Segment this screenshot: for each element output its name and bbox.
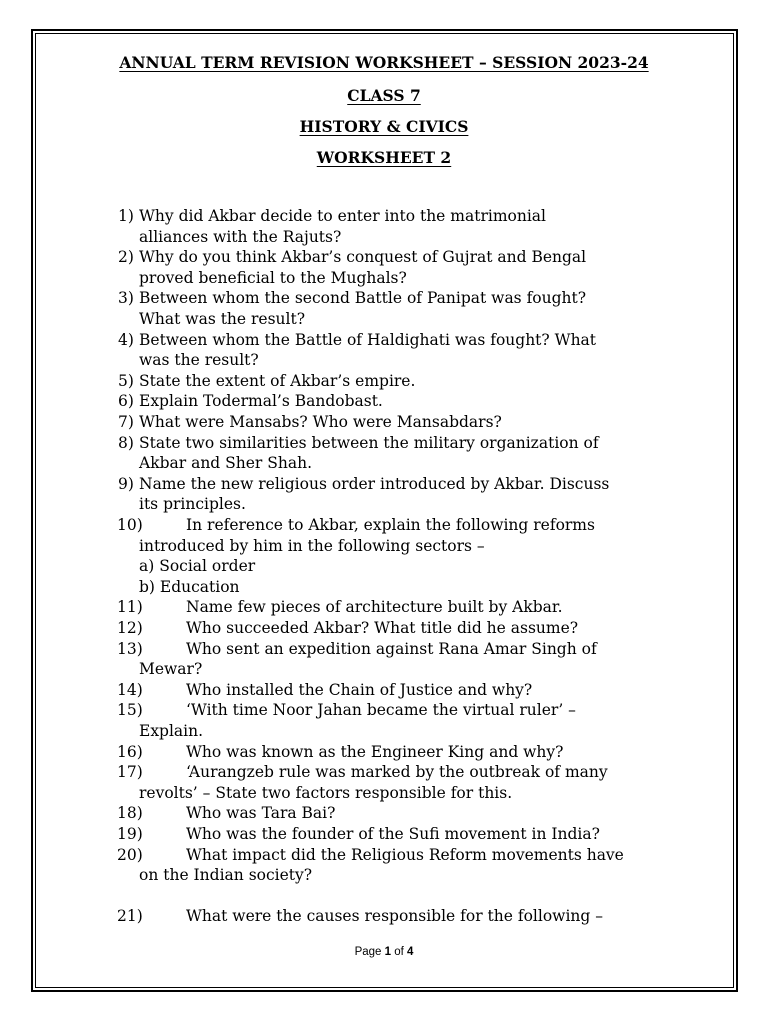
question-text-line: Name few pieces of architecture built by Akbar. [186,598,563,617]
question-text-line: What were Mansabs? Who were Mansabdars? [139,413,502,431]
question-number: 13) [117,639,143,658]
question-number: 12) [117,619,143,637]
question-number: 20) [117,845,143,864]
question-number: 15) [117,701,143,720]
question-text-line: Mewar? [139,660,203,679]
question-text-line: revolts’ – State two factors responsible for this. [139,783,513,802]
question-text-line: Why do you think Akbar’s conquest of Gujrat and Bengal [139,248,587,267]
page-of: of [391,946,408,958]
question-text-line: was the result? [139,351,259,370]
worksheet-number-heading: WORKSHEET 2 [316,148,452,167]
question-text-line: alliances with the Rajuts? [139,227,342,246]
question-text-line: ‘With time Noor Jahan became the virtual ruler’ – [186,701,576,720]
question-number: 3) [118,289,134,308]
question-text-line: Why did Akbar decide to enter into the matrimonial [139,207,546,225]
question-text-line: b) Education [139,577,240,596]
page-footer [0,946,768,958]
question-text-line: In reference to Akbar, explain the following reforms [186,516,595,534]
question-text-line: State the extent of Akbar’s empire. [139,371,416,390]
question-number: 17) [117,763,143,782]
question-number: 7) [118,413,134,431]
question-text-line: Explain Todermal’s Bandobast. [139,392,383,411]
class-heading: CLASS 7 [347,86,421,105]
page-total: 4 [407,946,414,958]
worksheet-title: ANNUAL TERM REVISION WORKSHEET – SESSION 2023-24 [119,53,649,72]
question-number: 1) [118,207,134,225]
question-number: 11) [117,598,143,617]
question-text-line: Who installed the Chain of Justice and why? [186,680,533,699]
question-number: 21) [117,907,143,926]
question-text-line: Name the new religious order introduced by Akbar. Discuss [139,474,610,493]
question-text-line: What were the causes responsible for the following – [186,907,603,926]
question-number: 16) [117,742,143,761]
question-text-line: ‘Aurangzeb rule was marked by the outbreak of many [186,763,608,782]
question-number: 5) [118,371,134,390]
question-text-line: Who was the founder of the Sufi movement in India? [186,825,600,843]
question-number: 10) [117,516,143,534]
question-text-line: its principles. [139,495,246,514]
page-number: 1 [384,946,392,958]
question-text-line: Akbar and Sher Shah. [139,454,313,473]
question-text-line: Who succeeded Akbar? What title did he assume? [186,619,579,637]
question-text-line: introduced by him in the following sectors – [139,536,485,555]
question-text-line: What impact did the Religious Reform movements have [186,845,624,864]
question-number: 19) [117,825,143,843]
question-number: 18) [117,804,143,823]
question-number: 14) [117,680,143,699]
question-text-line: Who sent an expedition against Rana Amar Singh of [186,639,597,658]
question-text-line: What was the result? [139,310,306,328]
question-text-line: Between whom the Battle of Haldighati was fought? What [139,330,597,349]
question-number: 9) [118,474,134,493]
question-text-line: a) Social order [139,557,256,576]
question-text-line: Who was Tara Bai? [186,804,336,823]
question-number: 6) [118,392,134,411]
question-text-line: Explain. [139,722,204,740]
question-number: 2) [118,248,134,267]
question-text-line: State two similarities between the military organization of [139,433,599,452]
question-text-line: proved beneficial to the Mughals? [139,268,407,287]
question-number: 4) [118,330,134,349]
question-number: 8) [118,433,134,452]
question-text-line: on the Indian society? [139,866,313,885]
subject-heading: HISTORY & CIVICS [299,117,469,136]
page-label: Page [354,946,385,958]
question-text-line: Between whom the second Battle of Panipat was fought? [139,289,587,308]
question-text-line: Who was known as the Engineer King and why? [186,742,564,761]
